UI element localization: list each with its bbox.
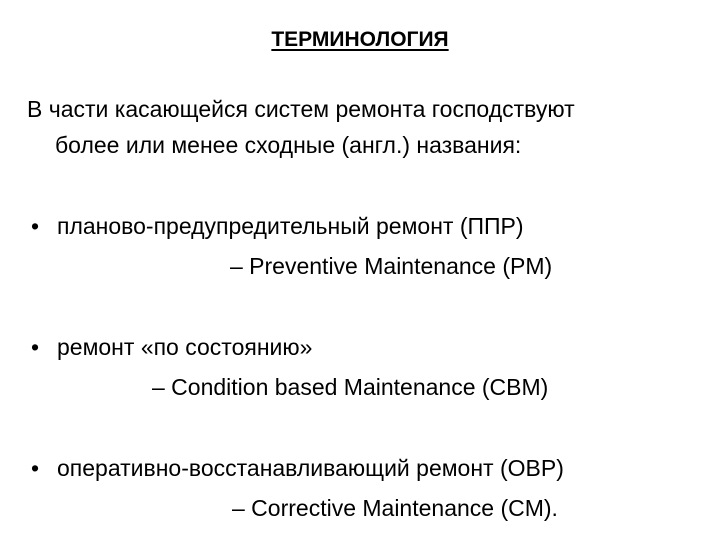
bullet-2-english: – Condition based Maintenance (CBM) [152,374,549,400]
bullet-1-russian: планово-предупредительный ремонт (ППР) [57,213,524,239]
intro-line-1: В части касающейся систем ремонта господствуют [27,96,575,122]
bullet-dot-1: • [31,213,40,239]
bullet-3-english: – Corrective Maintenance (CM). [232,495,558,521]
bullet-dot-2: • [31,334,40,360]
bullet-1-english: – Preventive Maintenance (PM) [230,253,553,279]
intro-line-2: более или менее сходные (англ.) названия: [55,132,522,158]
slide-title: ТЕРМИНОЛОГИЯ [271,28,449,51]
bullet-3-russian: оперативно-восстанавливающий ремонт (ОВР) [57,455,564,481]
bullet-2-russian: ремонт «по состоянию» [57,334,313,360]
bullet-dot-3: • [31,455,40,481]
